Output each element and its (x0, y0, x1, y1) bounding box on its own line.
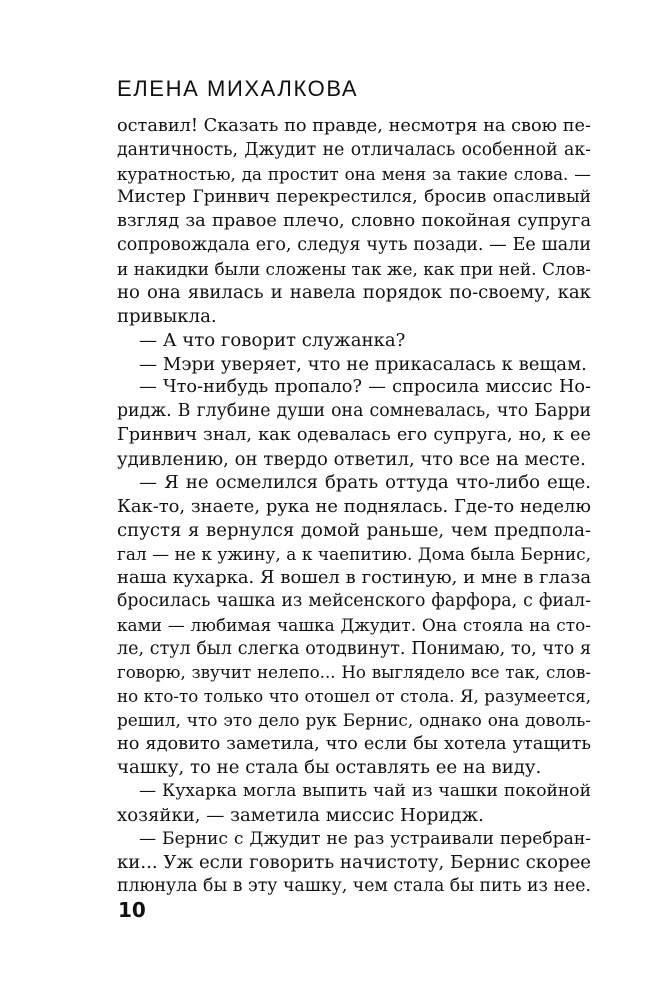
text-line: бросилась чашка из мейсенского фарфора, с фиал- (117, 591, 591, 611)
text-line: — Я не осмелился брать оттуда что-либо еще. (139, 472, 591, 494)
text-line: но кто-то только что отошел от стола. Я, разумеется, (117, 686, 591, 706)
text-line: — Бернис с Джудит не раз устраивали перебран- (139, 828, 591, 849)
text-line: дантичность, Джудит не отличалась особенной ак- (117, 139, 591, 160)
text-line: — А что говорит служанка? (139, 329, 406, 351)
text-line: хозяйки, — заметила миссис Норидж. (117, 804, 484, 826)
text-line: говорю, звучит нелепо... Но выглядело все так, слов- (117, 662, 591, 683)
text-line: Мистер Гринвич перекрестился, бросив опасливый (117, 187, 591, 208)
text-line: ле, стул был слегка отодвинут. Понимаю, то, что я (117, 638, 591, 659)
text-line: ридж. В глубине души она сомневалась, что Барри (117, 401, 591, 421)
text-line: но ядовито заметила, что если бы хотела утащить (117, 733, 591, 754)
text-line: привыкла. (117, 306, 217, 327)
text-line: но она явилась и навела порядок по-своему, как (117, 282, 591, 304)
text-line: чашку, то не стала бы оставлять ее на виду. (117, 757, 542, 779)
text-line: удивлению, он твердо ответил, что все на месте. (117, 448, 586, 470)
text-line: ки... Уж если говорить начистоту, Бернис скорее (117, 852, 591, 874)
text-line: спустя я вернулся домой раньше, чем предпола- (117, 519, 591, 541)
text-line: — Мэри уверяет, что не прикасалась к вещам. (139, 353, 587, 375)
text-line: взгляд за правое плечо, словно покойная супруга (117, 211, 591, 231)
text-line: — Что-нибудь пропало? — спросила миссис Но- (139, 377, 591, 398)
text-line: сопровождала его, следуя чуть позади. — Ее шали (117, 234, 591, 255)
text-line: оставил! Сказать по правде, несмотря на свою пе- (117, 116, 591, 136)
text-line: решил, что это дело рук Бернис, однако она доволь- (117, 709, 591, 730)
running-head-author: ЕЛЕНА МИХАЛКОВА (117, 76, 359, 101)
body-text (117, 115, 591, 899)
text-line: наша кухарка. Я вошел в гостиную, и мне в глаза (117, 567, 591, 589)
text-line: Гринвич знал, как одевалась его супруга, но, к ее (117, 424, 591, 445)
text-line: Как-то, знаете, рука не поднялась. Где-то неделю (117, 496, 591, 517)
text-line: куратностью, да простит она меня за такие слова. — (117, 163, 591, 184)
page-number: 10 (118, 898, 146, 922)
text-line: плюнула бы в эту чашку, чем стала бы пить из нее. (117, 876, 591, 896)
text-line: гал — не к ужину, а к чаепитию. Дома была Бернис, (117, 543, 591, 564)
text-line: и накидки были сложены так же, как при ней. Слов- (117, 258, 591, 279)
text-line: — Кухарка могла выпить чай из чашки покойной (139, 781, 591, 801)
text-line: ками — любимая чашка Джудит. Она стояла на сто- (117, 614, 591, 635)
